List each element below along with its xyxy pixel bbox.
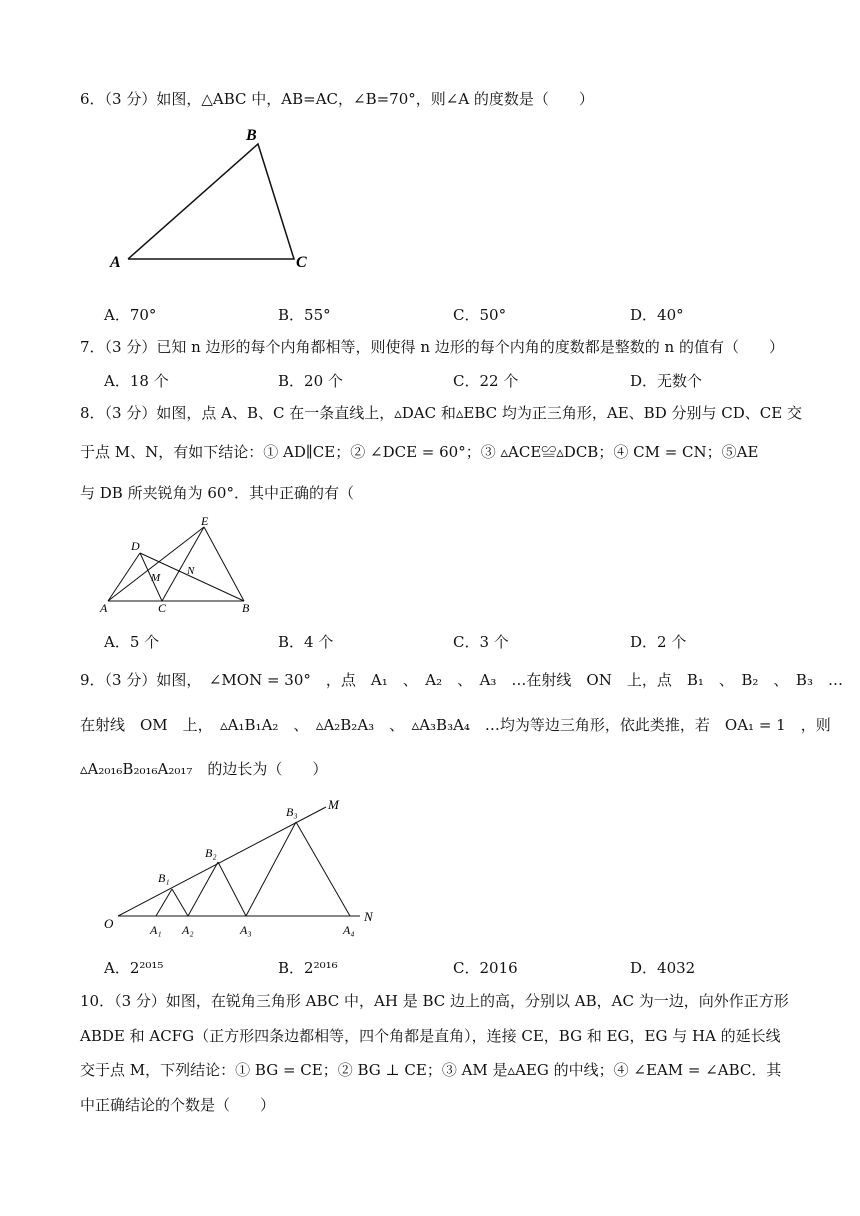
q10-stem-line4: 中正确结论的个数是（ ）	[80, 1096, 276, 1114]
q9-equilateral-chain-figure	[100, 796, 400, 946]
q9-label-b1: B₁	[158, 871, 170, 885]
q8-label-n: N	[187, 565, 195, 577]
q9-option-d[interactable]: D．4032	[630, 959, 696, 977]
q8-label-a: A	[100, 601, 108, 615]
q7-stem: 7．（3 分）已知 n 边形的每个内角都相等，则使得 n 边形的每个内角的度数都是整数的 n 的值有（ ）	[80, 338, 784, 356]
q9-stem-line2: 在射线 OM 上， ▵A₁B₁A₂ 、 ▵A₂B₂A₃ 、 ▵A₃B₃A₄ …均为等边三角形，依此类推，若 OA₁ = 1 ，则	[80, 716, 831, 734]
q10-stem-line2: ABDE 和 ACFG（正方形四条边都相等，四个角都是直角），连接 CE，BG 和 EG，EG 与 HA 的延长线	[80, 1027, 781, 1045]
q8-option-b[interactable]: B．4 个	[278, 633, 334, 651]
q9-stem-line1: 9．（3 分）如图， ∠MON = 30° ，点 A₁ 、 A₂ 、 A₃ …在射线 ON 上，点 B₁ 、 B₂ 、 B₃ …	[80, 671, 843, 689]
q8-label-c: C	[158, 601, 167, 615]
q10-stem-line3: 交于点 M，下列结论：① BG = CE；② BG ⊥ CE；③ AM 是▵AEG 的中线；④ ∠EAM = ∠ABC．其	[80, 1061, 782, 1079]
q8-option-a[interactable]: A．5 个	[104, 633, 160, 651]
q8-triangles-figure	[100, 516, 270, 616]
q6-label-b: B	[246, 127, 257, 144]
q8-label-e: E	[201, 514, 209, 528]
q9-label-n: N	[364, 909, 373, 924]
q8-label-m: M	[151, 572, 161, 584]
q6-option-a[interactable]: A．70°	[104, 306, 157, 324]
q9-label-a1: A₁	[150, 923, 162, 937]
q6-label-a: A	[110, 254, 121, 271]
q6-triangle-figure	[100, 120, 330, 280]
q9-label-b2: B₂	[205, 846, 217, 860]
q6-option-d[interactable]: D．40°	[630, 306, 684, 324]
q9-label-a4: A₄	[343, 923, 355, 937]
q7-option-d[interactable]: D．无数个	[630, 372, 703, 390]
q9-label-b3: B₃	[286, 805, 298, 819]
q9-stem-line3: ▵A₂₀₁₆B₂₀₁₆A₂₀₁₇ 的边长为（ ）	[80, 760, 328, 778]
q9-label-m: M	[328, 797, 339, 812]
q8-option-c[interactable]: C．3 个	[453, 633, 509, 651]
q9-option-a[interactable]: A．2²⁰¹⁵	[104, 959, 164, 977]
q8-stem-line2: 于点 M、N，有如下结论：① AD∥CE；② ∠DCE = 60°；③ ▵ACE≌▵DCB；④ CM = CN；⑤AE	[80, 443, 759, 461]
q9-option-b[interactable]: B．2²⁰¹⁶	[278, 959, 338, 977]
q7-option-c[interactable]: C．22 个	[453, 372, 519, 390]
q7-option-b[interactable]: B．20 个	[278, 372, 343, 390]
q6-option-b[interactable]: B．55°	[278, 306, 331, 324]
q9-label-a3: A₃	[240, 923, 252, 937]
q6-label-c: C	[296, 254, 307, 271]
q8-stem-line1: 8．（3 分）如图，点 A、B、C 在一条直线上，▵DAC 和▵EBC 均为正三角形，AE、BD 分别与 CD、CE 交	[80, 404, 802, 422]
q8-label-d: D	[131, 539, 140, 553]
q9-label-a2: A₂	[182, 923, 194, 937]
q7-option-a[interactable]: A．18 个	[104, 372, 169, 390]
q8-label-b: B	[242, 601, 250, 615]
q10-stem-line1: 10．（3 分）如图，在锐角三角形 ABC 中，AH 是 BC 边上的高，分别以 AB，AC 为一边，向外作正方形	[80, 992, 789, 1010]
q8-stem-line3: 与 DB 所夹锐角为 60°．其中正确的有（	[80, 484, 354, 502]
q6-stem: 6．（3 分）如图，△ABC 中，AB=AC，∠B=70°，则∠A 的度数是（ ）	[80, 90, 594, 108]
q8-option-d[interactable]: D．2 个	[630, 633, 687, 651]
q6-option-c[interactable]: C．50°	[453, 306, 507, 324]
q9-label-o: O	[104, 916, 114, 931]
q9-option-c[interactable]: C．2016	[453, 959, 518, 977]
